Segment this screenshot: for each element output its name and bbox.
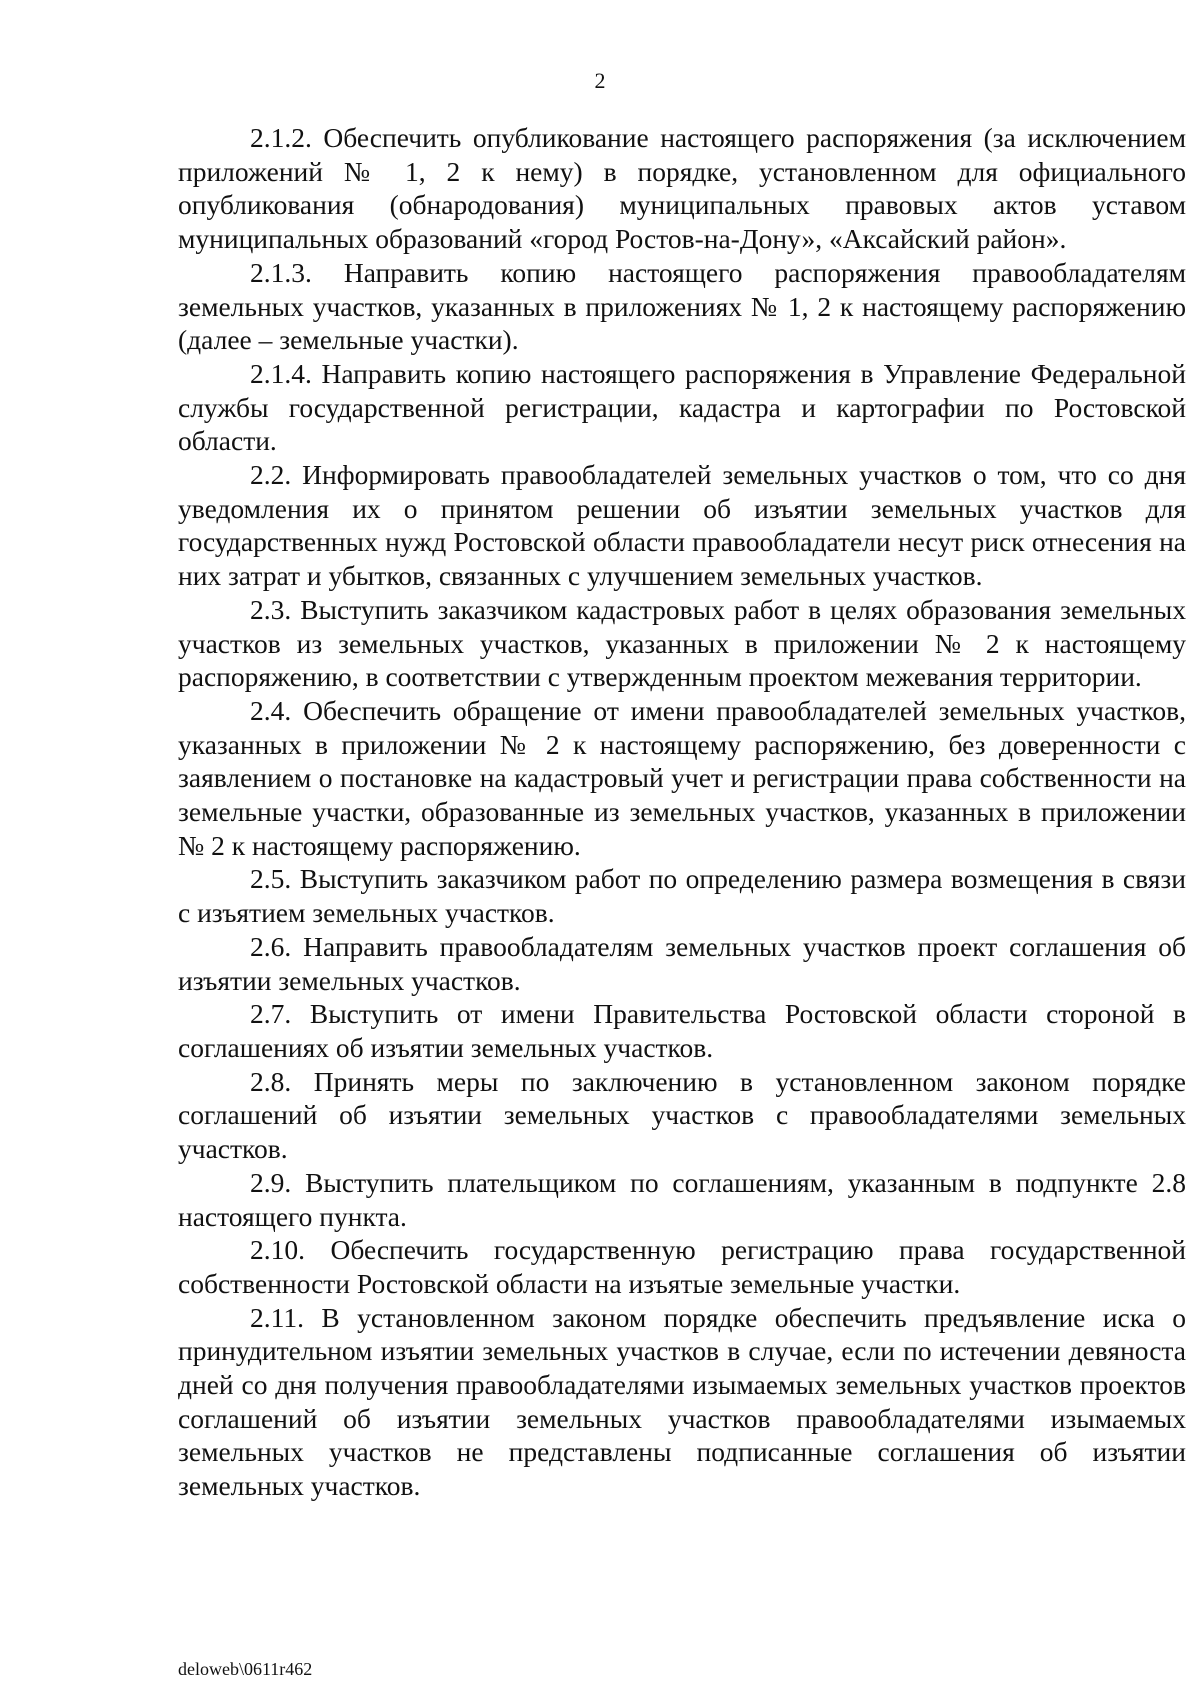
page-number: 2 xyxy=(594,68,606,93)
footer-document-code: deloweb\0611r462 xyxy=(178,1659,313,1679)
paragraph-2-1-2: 2.1.2. Обеспечить опубликование настоящего распоряжения (за исключением приложений № 1, 2 к нему) в порядке, установленном для официального опубликования (обнародования) муниципальных правовых актов уставом муниципальных образований «город Ростов-на-Дону», «Аксайский район». xyxy=(178,122,1186,255)
paragraph-2-11: 2.11. В установленном законом порядке обеспечить предъявление иска о принудительном изъятии земельных участков в случае, если по истечении девяноста дней со дня получения правообладателями изымаемых земельных участков проектов соглашений об изъятии земельных участков правообладателями изымаемых земельных участков не представлены подписанные соглашения об изъятии земельных участков. xyxy=(178,1301,1186,1502)
paragraph-2-7: 2.7. Выступить от имени Правительства Ростовской области стороной в соглашениях об изъятии земельных участков. xyxy=(178,998,1186,1063)
paragraph-2-1-3: 2.1.3. Направить копию настоящего распоряжения правообладателям земельных участков, указанных в приложениях № 1, 2 к настоящему распоряжению (далее – земельные участки). xyxy=(178,256,1186,356)
paragraph-2-9: 2.9. Выступить плательщиком по соглашениям, указанным в подпункте 2.8 настоящего пункта. xyxy=(178,1166,1186,1232)
paragraph-2-6: 2.6. Направить правообладателям земельных участков проект соглашения об изъятии земельных участков. xyxy=(178,930,1186,996)
paragraph-2-5: 2.5. Выступить заказчиком работ по определению размера возмещения в связи с изъятием земельных участков. xyxy=(178,863,1186,929)
paragraph-2-1-4: 2.1.4. Направить копию настоящего распоряжения в Управление Федеральной службы государственной регистрации, кадастра и картографии по Ростовской области. xyxy=(178,357,1186,457)
paragraph-2-2: 2.2. Информировать правообладателей земельных участков о том, что со дня уведомления их о принятом решении об изъятии земельных участков для государственных нужд Ростовской области правообладатели несут риск отнесения на них затрат и убытков, связанных с улучшением земельных участков. xyxy=(178,459,1186,592)
paragraph-2-10: 2.10. Обеспечить государственную регистрацию права государственной собственности Ростовской области на изъятые земельные участки. xyxy=(178,1234,1186,1299)
paragraph-2-8: 2.8. Принять меры по заключению в установленном законом порядке соглашений об изъятии земельных участков с правообладателями земельных участков. xyxy=(178,1065,1186,1165)
document-body xyxy=(178,121,1186,1503)
paragraph-2-3: 2.3. Выступить заказчиком кадастровых работ в целях образования земельных участков из земельных участков, указанных в приложении № 2 к настоящему распоряжению, в соответствии с утвержденным проектом межевания территории. xyxy=(178,593,1186,693)
paragraph-2-4: 2.4. Обеспечить обращение от имени правообладателей земельных участков, указанных в приложении № 2 к настоящему распоряжению, без доверенности с заявлением о постановке на кадастровый учет и регистрации права собственности на земельные участки, образованные из земельных участков, указанных в приложении № 2 к настоящему распоряжению. xyxy=(178,694,1186,861)
